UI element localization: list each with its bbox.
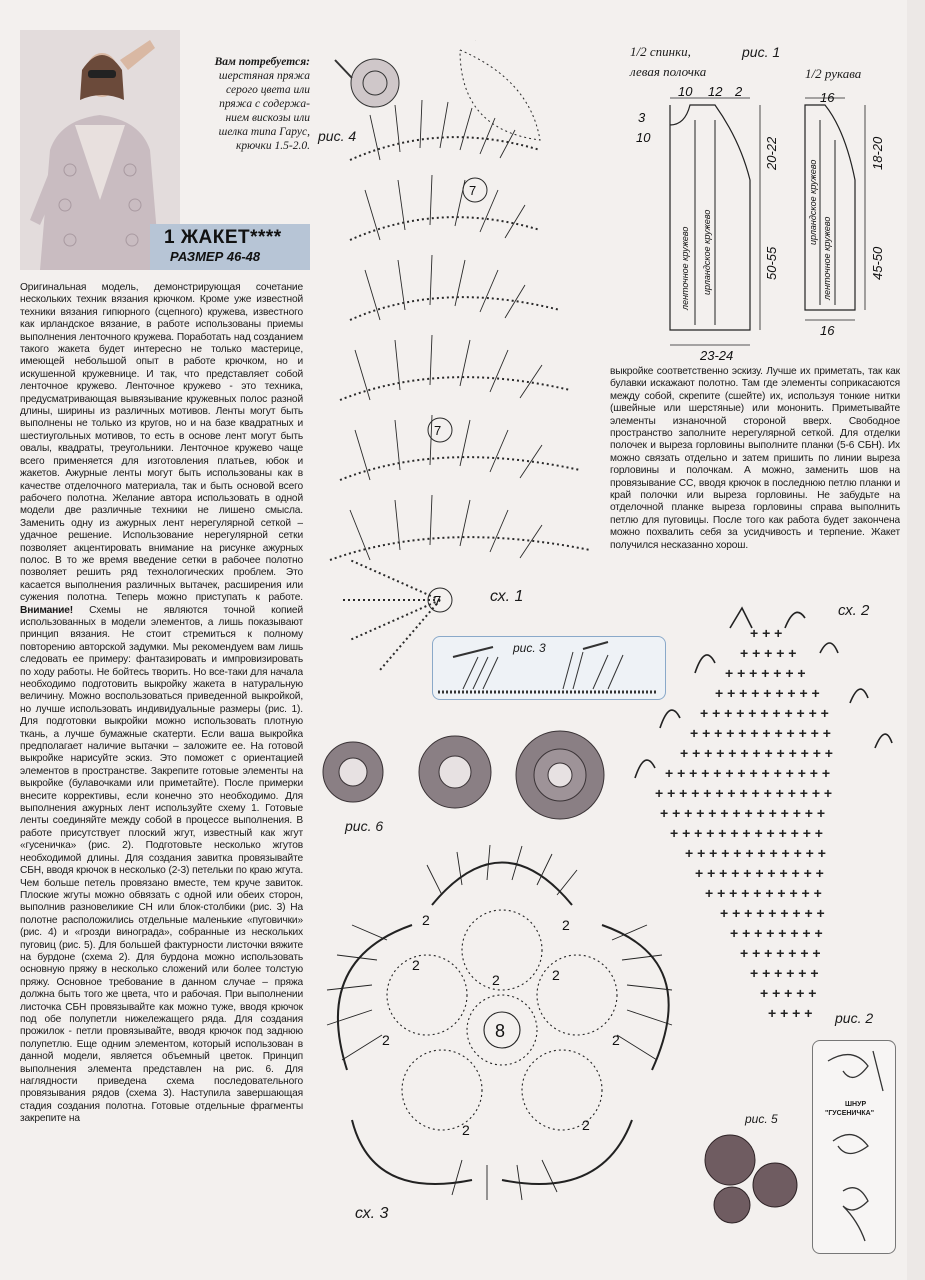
strip-irish-label: ирландское кружево	[702, 209, 712, 295]
figure-6-flowers	[315, 720, 615, 825]
svg-text:+ + + + + + + + + + +: + + + + + + + + + + +	[700, 705, 829, 721]
sleeve-dim: 16	[820, 90, 835, 105]
figure-1-label: рис. 1	[742, 44, 781, 60]
scheme-2-label: сх. 2	[838, 602, 870, 619]
figure-6-label: рис. 6	[345, 818, 384, 834]
scheme-1-label: сх. 1	[490, 588, 524, 605]
svg-text:2: 2	[422, 912, 430, 928]
pattern-dim: 12	[708, 84, 723, 99]
svg-text:2: 2	[382, 1032, 390, 1048]
svg-text:+ + + + + + + + +: + + + + + + + + +	[715, 685, 820, 701]
materials-line: серого цвета или	[226, 84, 310, 96]
back-label-1: 1/2 спинки,	[630, 44, 691, 59]
svg-text:+ + + + + + + + + + + + +: + + + + + + + + + + + + +	[680, 745, 833, 761]
materials-block	[175, 55, 310, 153]
pattern-dim: 3	[638, 110, 646, 125]
instructions-text	[20, 282, 303, 1257]
chart-number: 7	[434, 593, 442, 608]
instructions-part-2: Схемы не являются точной копией использованных в модели элементов, а лишь показывают принцип вязания. Не стоит стремиться к полному повторению авторской задумки. Мы рекомендуем вам лишь следовать ее примеру: фантазировать и импровизировать по ходу работы. Не бойтесь творить. Но все-таки для начала необходимо подготовить выкройку жакета в натуральную величину. Можно воспользоваться приведенной выкройкой, но лучше использовать индивидуальные размеры (рис. 1). Для подготовки выкройки можно использовать плотную ткань, а лучше бумажные скатерти. Если ваша выкройка предполагает наличие вытачки – заложите ее. На готовой выкройке нарисуйте эскиз. Это поможет с ориентацией элементов в пространстве. Закрепите готовые элементы на выкройке (булавочками или приметайте). После примерки внесите коррективы, если конечно это необходимо. Для выполнения ажурных лент используйте схему 1. Готовые ленты соединяйте между собой в процессе выполнения. В работе присутствует плоский жгут, известный как жгут «гусеничка» (рис. 2). Подготовьте несколько жгутов необходимой длины. Для создания завитка провязывайте СБН, вводя крючок в несколько (2-3) петельки по краю жгута. Чем больше петель провязано вместе, тем круче завиток. Плоские жгуты можно обвязать с одной или обеих сторон, выполнив разновеликие СН или блок-столбики (рис. 3) На полотне расположились отдельные маленькие «пуговички» (рис. 4) и «грозди винограда», собранные из нескольких пуговиц (рис. 5). Для большей фактурности листочки вяжите на бурдоне (схема 2). Для бурдона можно использовать основную пряжу в несколько сложений или более толстую пряжу. Основное требование в данном случае – пряжа должна быть того же цвета, что и рабочая. При выполнении листочка СБН провязывайте как можно туже, вводя крючок под обе полупетли нижележащего ряда. Для создания прожилок - петли провязывайте, вводя крючок под заднюю полупетлю. Еще одним элементом, который использован в данной модели, является объемный цветок. Принцип выполнения элемента представлен на рис. 6. Для наглядности приведена схема последовательного провязывания рядов (схема 3). Наступила завершающая стадия создания полотна. Готовые отдельные фрагменты закрепите на	[20, 604, 303, 1125]
instructions-part-1: Оригинальная модель, демонстрирующая сочетание нескольких техник вязания крючком. Кроме уже известной техники вязания гипюрного (сцепного) кружева, известного как ирландское вязание, в работе использованы приемы выполнения ленточного кружева. Поработать над созданием такого жакета будет интересно не только мастерице, имеющей небольшой опыт в работе крючком, но и искушенной кружевнице. И так, что представляет собой ленточное кружево. Ленточное кружево - это техника, предусматривающая вывязывание кружевных полос разной длины, ширины из различных мотивов. Ленты могут быть выполнены не только из кругов, но и на базе квадратных и шестиугольных мотивов, то есть в основе лент могут быть овалы, квадраты, треугольники. Ленточное кружево чаще всего применяется для изготовления платьев, юбок и жакетов. Ажурные ленты могут быть использованы как в качестве отделочного материала, так и быть основой всего рабочего полотна. Желание автора использовать в одной модели две различные техники не лишено смысла. Заменить одну из ажурных лент нерегулярной сеткой – удачное решение. Использование нерегулярной сетки позволяет акцентировать внимание на рисунке ажурных полос. В то же время введение сетки в рабочее полотно позволяет решить ряд технологических проблем. Это касается выполнения различных вытачек, расширения или сужения полотна. Теперь можно приступать к работе.	[20, 282, 303, 604]
svg-text:+ + + + + + +: + + + + + + +	[740, 945, 821, 961]
svg-text:+ + + +: + + + +	[768, 1005, 813, 1021]
sleeve-dim: 45-50	[870, 246, 885, 280]
pattern-dim: 10	[678, 84, 693, 99]
figure-3-label: рис. 3	[513, 641, 546, 655]
svg-text:2: 2	[552, 967, 560, 983]
svg-text:2: 2	[582, 1117, 590, 1133]
strip-ribbon-label: ленточное кружево	[680, 226, 690, 310]
svg-text:+ + + + + + + +: + + + + + + + +	[730, 925, 823, 941]
figure-5-label: рис. 5	[745, 1112, 778, 1126]
figure-1-pattern	[630, 80, 910, 365]
svg-text:+ + + + +: + + + + +	[740, 645, 797, 661]
svg-text:2: 2	[492, 972, 500, 988]
sleeve-label: 1/2 рукава	[805, 66, 862, 81]
figure-4-button	[330, 50, 410, 115]
svg-text:2: 2	[462, 1122, 470, 1138]
cord-label-2: "ГУСЕНИЧКА"	[825, 1110, 875, 1117]
chart-number: 7	[469, 183, 477, 198]
scheme-2-leaf-chart	[630, 598, 900, 1038]
materials-line: нием вискозы или	[225, 112, 310, 124]
materials-line: крючки 1.5-2.0.	[235, 140, 310, 152]
warning-label: Внимание!	[20, 604, 73, 616]
cord-illustration-box	[812, 1040, 896, 1254]
pattern-dim: 20-22	[764, 136, 779, 170]
svg-text:2: 2	[612, 1032, 620, 1048]
figure-2-label: рис. 2	[835, 1010, 874, 1026]
sleeve-dim: 18-20	[870, 136, 885, 170]
svg-text:+ + + + + + + + + + + + + +: + + + + + + + + + + + + + +	[665, 765, 831, 781]
cord-label-1: ШНУР	[845, 1101, 867, 1108]
cord-drawing	[813, 1041, 895, 1253]
svg-text:+ + + + + + + + +: + + + + + + + + +	[720, 905, 825, 921]
svg-text:+ + + + + + +: + + + + + + +	[725, 665, 806, 681]
svg-text:+ + + + + + + + + + + +: + + + + + + + + + + + +	[685, 845, 826, 861]
svg-text:+ + + + + + + + + + + +: + + + + + + + + + + + +	[690, 725, 831, 741]
chart-number: 7	[434, 423, 442, 438]
svg-text:+ + + + + +: + + + + + +	[750, 965, 819, 981]
title-banner	[150, 224, 310, 270]
pattern-dim: 2	[735, 84, 743, 99]
svg-text:+ + + + + + + + + +: + + + + + + + + + +	[705, 885, 822, 901]
svg-text:+ + + + +: + + + + +	[760, 985, 817, 1001]
item-title: 1 ЖАКЕТ****	[164, 227, 282, 248]
svg-text:+ + + + + + + + + + + + +: + + + + + + + + + + + + +	[670, 825, 823, 841]
figure-5-grapes	[700, 1130, 810, 1230]
materials-line: шерстяная пряжа	[218, 70, 310, 82]
svg-text:+ + + + + + + + + + + + + + +: + + + + + + + + + + + + + + +	[655, 785, 833, 801]
pattern-dim: 23-24	[700, 348, 734, 363]
pattern-dim: 50-55	[764, 246, 779, 280]
figure-4-label: рис. 4	[318, 128, 357, 144]
materials-line: шелка типа Гарус,	[218, 126, 310, 138]
svg-text:2: 2	[562, 917, 570, 933]
svg-text:+ + +: + + +	[750, 625, 783, 641]
materials-title: Вам потребуется:	[214, 56, 310, 68]
instructions-continued: выкройке соответственно эскизу. Лучше их приметать, так как булавки искажают полотно. Там где элементы соприкасаются между собой, скрепите (сшейте) их, используя тонкие нитки (швейные или шерстяные) или мононить. Приметывайте элементы изнаночной стороной вверх. Свободное пространство заполните нерегулярной сеткой. Для отделки полочек и выреза горловины выполните планки (5-6 СБН). Их можно связать отдельно и затем пришить по линии выреза горловины и полочкам. А можно, заменить шов на провязывание СС, вводя крючок в последнюю петлю планки и край полочки или выреза горловины. Не забудьте на отделочной планке выреза горловины справа выполнить петлю для пуговицы. После того как работа будет закончена можно похвалить себя за усидчивость и терпение. Жакет получился несказанно хорош.	[610, 366, 900, 551]
pattern-dim: 10	[636, 130, 651, 145]
scheme-3-label: сх. 3	[355, 1205, 389, 1222]
back-label-2: левая полочка	[630, 64, 707, 79]
sleeve-ribbon-label: ленточное кружево	[822, 216, 832, 300]
sleeve-dim: 16	[820, 323, 835, 338]
chart-number: 8	[495, 1021, 506, 1041]
size-label: РАЗМЕР 46-48	[170, 249, 261, 264]
svg-text:+ + + + + + + + + + +: + + + + + + + + + + +	[695, 865, 824, 881]
svg-text:2: 2	[412, 957, 420, 973]
svg-text:+ + + + + + + + + + + + + +: + + + + + + + + + + + + + +	[660, 805, 826, 821]
materials-line: пряжа с содержа-	[219, 98, 310, 110]
sleeve-irish-label: ирландское кружево	[808, 159, 818, 245]
